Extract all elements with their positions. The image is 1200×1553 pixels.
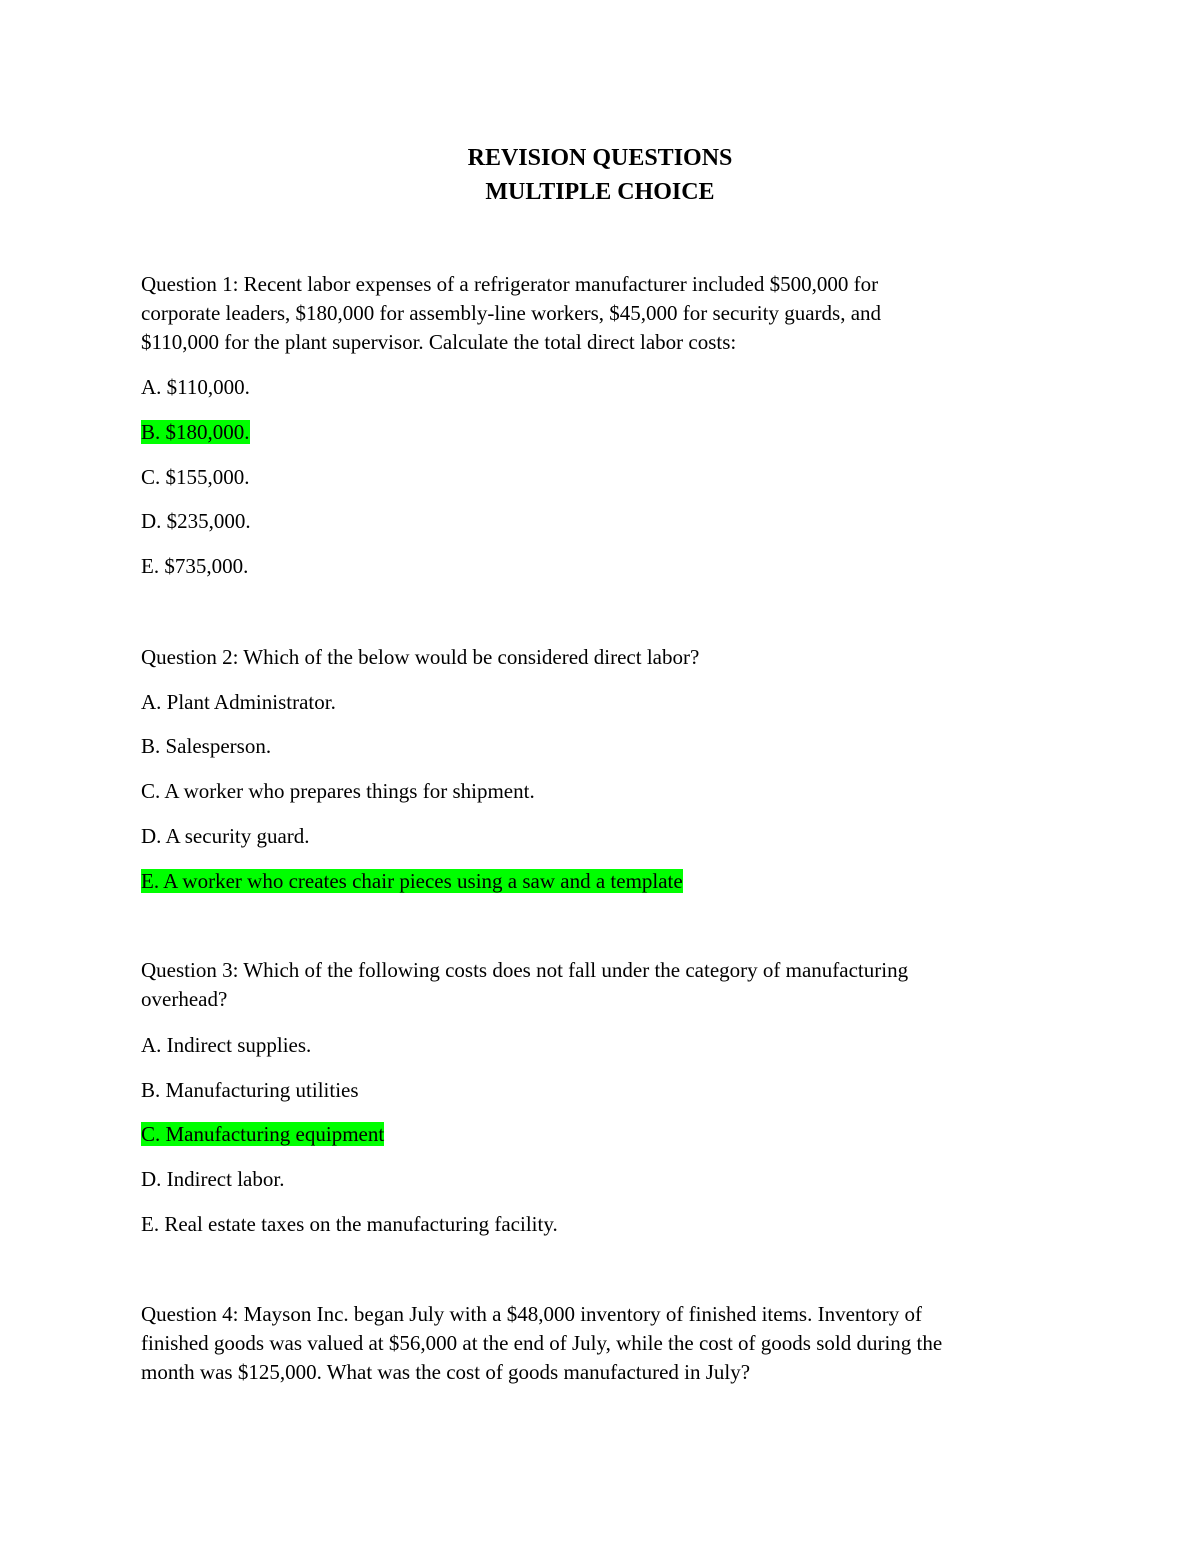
question-1-option-e	[141, 552, 248, 581]
option-text: A. $110,000.	[141, 375, 250, 399]
highlighted-answer: B. $180,000.	[141, 420, 250, 444]
question-3-option-b	[141, 1076, 359, 1105]
question-3-option-c	[141, 1120, 384, 1149]
option-text: E. Real estate taxes on the manufacturing facility.	[141, 1212, 558, 1236]
option-text: E. $735,000.	[141, 554, 249, 578]
question-2-option-b	[141, 732, 271, 761]
document-title: REVISION QUESTIONS	[467, 145, 733, 171]
question-3-option-e	[141, 1210, 558, 1239]
question-2-option-d	[141, 822, 310, 851]
option-text: A. Indirect supplies.	[141, 1033, 312, 1057]
question-3-option-d	[141, 1165, 284, 1194]
question-4-stem-line-2: finished goods was valued at $56,000 at the end of July, while the cost of goods sold during the	[141, 1331, 943, 1355]
question-4-stem-line-3: month was $125,000. What was the cost of goods manufactured in July?	[141, 1360, 751, 1384]
question-4-stem-line-1: Question 4: Mayson Inc. began July with a $48,000 inventory of finished items. Inventory of	[141, 1302, 922, 1326]
option-text: B. Salesperson.	[141, 734, 272, 758]
document-subtitle: MULTIPLE CHOICE	[485, 179, 715, 205]
option-text: B. Manufacturing utilities	[141, 1078, 359, 1102]
question-3-stem-line-2: overhead?	[141, 987, 228, 1011]
option-text: D. A security guard.	[141, 824, 310, 848]
question-1-option-d	[141, 507, 251, 536]
question-1-option-b	[141, 418, 250, 447]
question-2-option-c	[141, 777, 535, 806]
highlighted-answer: E. A worker who creates chair pieces using a saw and a template	[141, 869, 683, 893]
question-2-stem-line-1: Question 2: Which of the below would be considered direct labor?	[141, 645, 700, 669]
option-text: C. A worker who prepares things for shipment.	[141, 779, 535, 803]
question-2-option-a	[141, 688, 336, 717]
highlighted-answer: C. Manufacturing equipment	[141, 1122, 385, 1146]
option-text: A. Plant Administrator.	[141, 690, 336, 714]
question-1-stem-line-1: Question 1: Recent labor expenses of a refrigerator manufacturer included $500,000 for	[141, 272, 879, 296]
question-1-option-a	[141, 373, 250, 402]
option-text: D. Indirect labor.	[141, 1167, 285, 1191]
option-text: C. $155,000.	[141, 465, 250, 489]
question-1-option-c	[141, 463, 250, 492]
question-3-stem-line-1: Question 3: Which of the following costs does not fall under the category of manufacturing	[141, 958, 909, 982]
question-1-stem-line-3: $110,000 for the plant supervisor. Calculate the total direct labor costs:	[141, 330, 737, 354]
question-3-option-a	[141, 1031, 311, 1060]
question-1-stem-line-2: corporate leaders, $180,000 for assembly-line workers, $45,000 for security guards, and	[141, 301, 882, 325]
question-2-option-e	[141, 867, 683, 896]
option-text: D. $235,000.	[141, 509, 251, 533]
